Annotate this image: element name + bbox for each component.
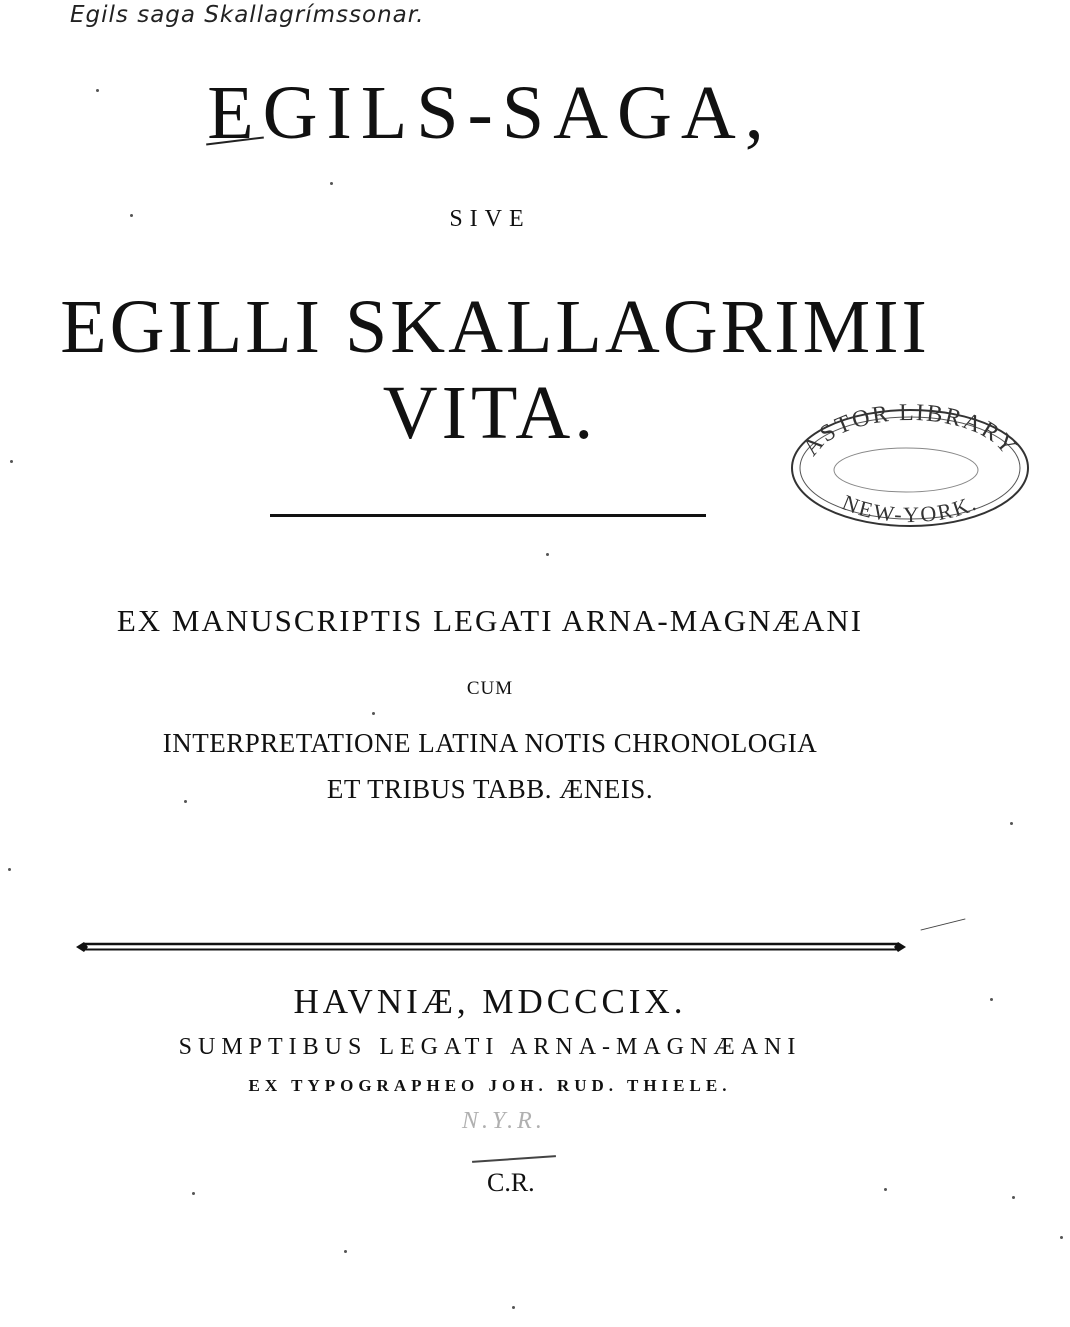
handwritten-title-note: Egils saga Skallagrímssonar.	[70, 2, 425, 28]
subtitle-interpretatione: INTERPRETATIONE LATINA NOTIS CHRONOLOGIA	[162, 728, 818, 758]
stamp-bottom-text: NEW-YORK.	[838, 489, 982, 528]
title-rule	[270, 514, 706, 517]
subtitle-manuscripts: EX MANUSCRIPTIS LEGATI ARNA-MAGNÆANI	[116, 603, 864, 638]
speck	[8, 868, 11, 871]
speck	[344, 1250, 347, 1253]
speck	[10, 460, 13, 463]
svg-text:ASTOR LIBRARY	[798, 402, 1022, 461]
handwritten-line	[472, 1155, 556, 1163]
title-sive: SIVE	[449, 206, 531, 232]
faint-library-mark: N.Y.R.	[462, 1108, 546, 1134]
imprint-publisher: SUMPTIBUS LEGATI ARNA-MAGNÆANI	[178, 1034, 802, 1060]
speck	[1010, 822, 1013, 825]
subtitle-tribus-tabb: ET TRIBUS TABB. ÆNEIS.	[326, 774, 654, 804]
ornamental-double-rule	[76, 941, 906, 953]
speck	[990, 998, 993, 1001]
speck	[330, 182, 333, 185]
title-egils-saga: EGILS-SAGA,	[207, 71, 773, 155]
library-stamp	[782, 402, 1032, 532]
speck	[372, 712, 375, 715]
imprint-place-year: HAVNIÆ, MDCCCIX.	[293, 982, 687, 1021]
speck	[1012, 1196, 1015, 1199]
speck	[130, 214, 133, 217]
speck	[192, 1192, 195, 1195]
speck	[1060, 1236, 1063, 1239]
speck	[546, 553, 549, 556]
speck	[184, 800, 187, 803]
stamp-top-text: ASTOR LIBRARY	[798, 402, 1022, 461]
title-egilli-skallagrimii: EGILLI SKALLAGRIMII	[60, 285, 930, 369]
speck	[96, 89, 99, 92]
cr-handwritten-mark: C.R.	[487, 1168, 535, 1197]
pencil-stroke	[921, 918, 966, 930]
speck	[884, 1188, 887, 1191]
speck	[512, 1306, 515, 1309]
title-vita: VITA.	[382, 371, 598, 455]
imprint-printer: EX TYPOGRAPHEO JOH. RUD. THIELE.	[248, 1076, 732, 1095]
subtitle-cum: CUM	[466, 678, 514, 699]
